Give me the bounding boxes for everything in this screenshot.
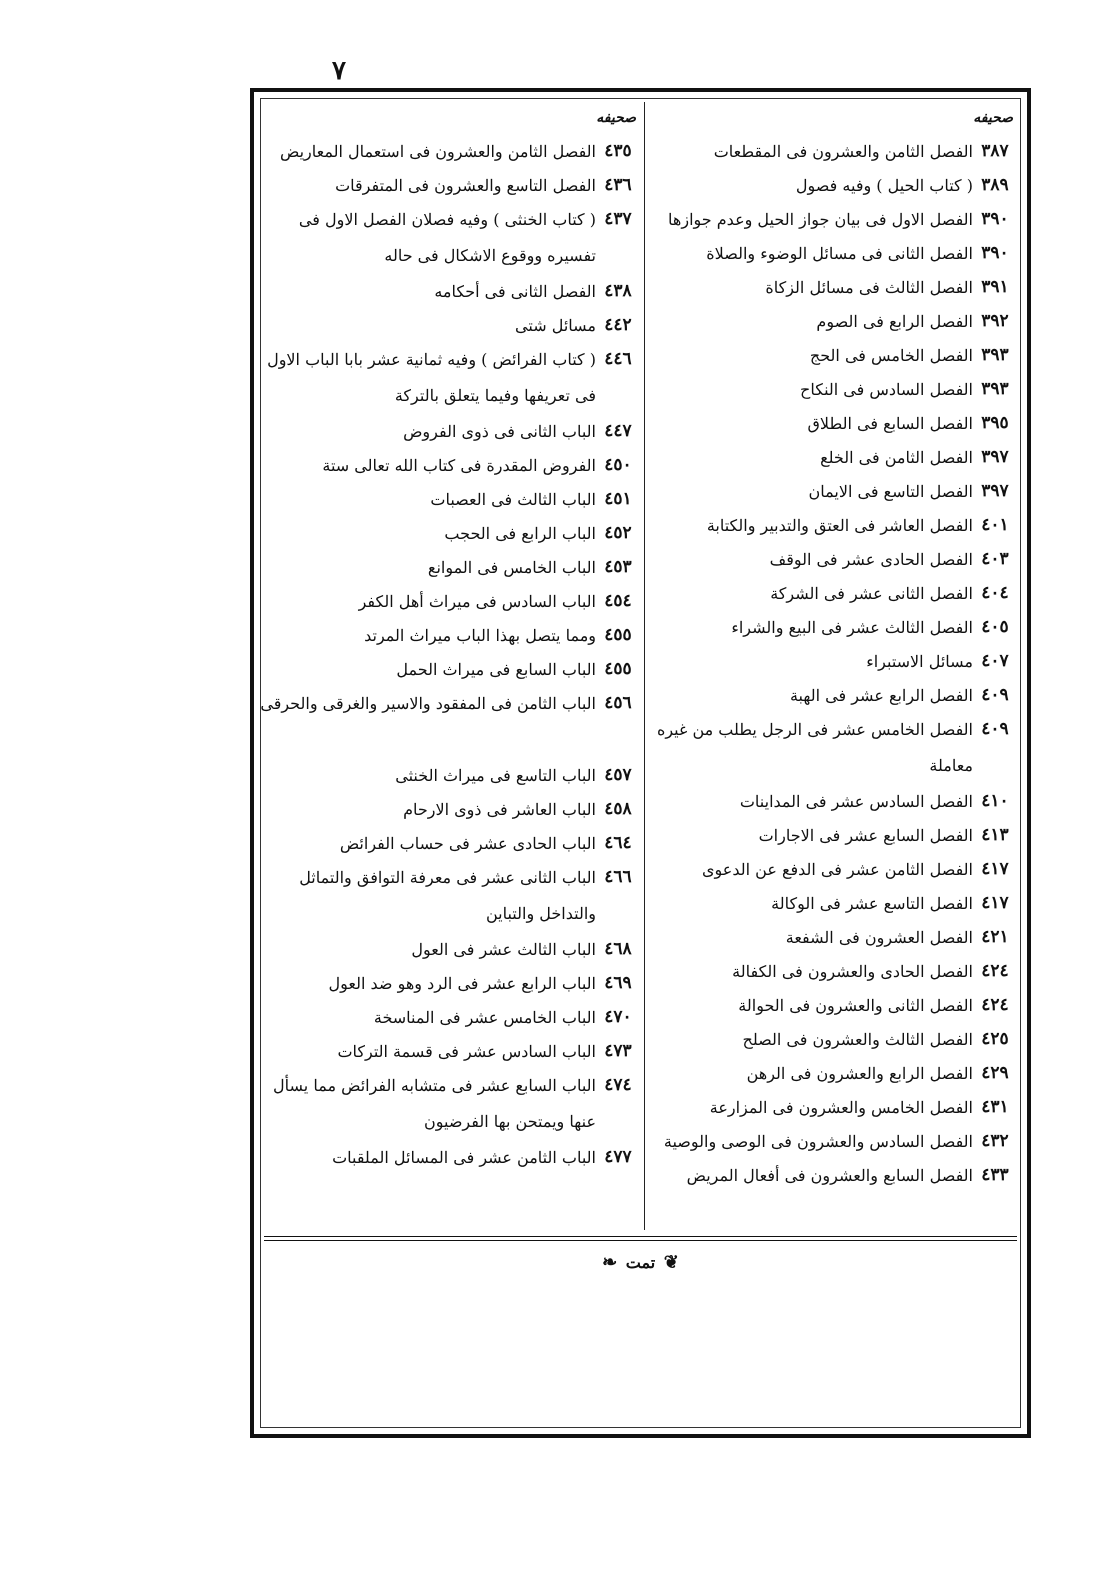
toc-entry [258, 516, 640, 550]
entry-title: مسائل الاستبراء [866, 652, 973, 671]
page-ref: ٣٩٥ [981, 413, 1009, 433]
toc-entry [646, 920, 1017, 954]
ornament-left-icon: ❦ [663, 1252, 679, 1273]
page-number: ٧ [332, 56, 346, 86]
page-ref: ٣٩٧ [981, 481, 1009, 501]
left-column-header: صحیفه [596, 110, 636, 126]
page-ref: ٤٢٥ [981, 1029, 1009, 1049]
page-ref: ٤٥٤ [604, 591, 632, 611]
entry-title: الفصل الثانی والعشرون فی الحوالة [738, 996, 973, 1015]
page-ref: ٤٠٤ [981, 583, 1009, 603]
entry-title: الفصل الرابع فی الصوم [816, 312, 973, 331]
page-ref: ٤٤٦ [604, 349, 632, 369]
toc-entry [646, 1158, 1017, 1192]
toc-entry [258, 274, 640, 308]
entry-title: الفصل الثامن فی الخلع [820, 448, 973, 467]
toc-entry [646, 610, 1017, 644]
page-ref: ٤٥٢ [604, 523, 632, 543]
toc-entry [646, 406, 1017, 440]
page-ref: ٤٤٧ [604, 421, 632, 441]
entry-title: الفصل الرابع والعشرون فی الرهن [746, 1064, 973, 1083]
bottom-rule-double [264, 1240, 1017, 1241]
entry-title: الباب الرابع عشر فی الرد وهو ضد العول [328, 974, 596, 993]
toc-entry [646, 270, 1017, 304]
page-ref: ٤٥٣ [604, 557, 632, 577]
toc-entry [646, 1056, 1017, 1090]
toc-entry [646, 542, 1017, 576]
toc-entry [646, 712, 1017, 784]
entry-title: الباب العاشر فی ذوی الارحام [403, 800, 596, 819]
toc-entry [646, 338, 1017, 372]
toc-entry [646, 202, 1017, 236]
toc-entry [646, 784, 1017, 818]
page-ref: ٤٠١ [981, 515, 1009, 535]
entry-title: الفصل الثالث عشر فی البیع والشراء [731, 618, 973, 637]
entry-title: الفصل السادس عشر فی المداینات [739, 792, 973, 811]
toc-entry [258, 482, 640, 516]
entry-title: الباب الرابع فی الحجب [444, 524, 596, 543]
toc-entry [646, 988, 1017, 1022]
page-ref: ٤٥٠ [604, 455, 632, 475]
toc-entry [258, 448, 640, 482]
page-ref: ٤٣٢ [981, 1131, 1009, 1151]
entry-title: الفصل الثالث والعشرون فی الصلح [742, 1030, 973, 1049]
entry-title: الباب الخامس فی الموانع [427, 558, 596, 577]
page-ref: ٤١٧ [981, 893, 1009, 913]
entry-title: الفصل الثامن عشر فی الدفع عن الدعوی [702, 860, 973, 879]
page-ref: ٤٥٥ [604, 625, 632, 645]
page-ref: ٤٣٥ [604, 141, 632, 161]
page-ref: ٤٦٨ [604, 939, 632, 959]
toc-entry [258, 652, 640, 686]
entry-title: الفصل الحادی عشر فی الوقف [769, 550, 973, 569]
entry-title: ( کتاب الحیل ) وفیه فصول [795, 176, 973, 195]
entry-title: الباب الحادی عشر فی حساب الفرائض [339, 834, 596, 853]
entry-title: الفصل الخامس فی الحج [809, 346, 973, 365]
right-entries-list [646, 134, 1017, 1192]
page-ref: ٤٢٩ [981, 1063, 1009, 1083]
page-ref: ٤٦٩ [604, 973, 632, 993]
entry-title: الفروض المقدرة فی کتاب الله تعالی ستة [322, 456, 596, 475]
toc-entry [646, 576, 1017, 610]
toc-entry [646, 818, 1017, 852]
entry-title: الفصل الثامن والعشرون فی المقطعات [713, 142, 973, 161]
toc-entry [646, 1090, 1017, 1124]
entry-title: الباب السابع عشر فی متشابه الفرائض مما یسأل عنها ویمتحن بها الفرضیون [273, 1076, 596, 1131]
page-ref: ٤٥٧ [604, 765, 632, 785]
entry-title: الفصل السادس والعشرون فی الوصی والوصیة [663, 1132, 973, 1151]
toc-entry [258, 1000, 640, 1034]
page-frame [250, 88, 1031, 1438]
page-ref: ٣٩٣ [981, 379, 1009, 399]
entry-title: الفصل الاول فی بیان جواز الحیل وعدم جوازها [668, 210, 973, 229]
page-ref: ٤٧٧ [604, 1147, 632, 1167]
entry-title: الباب الثامن عشر فی المسائل الملقبات [332, 1148, 596, 1167]
page-ref: ٤٠٩ [981, 719, 1009, 739]
entry-title: الفصل الثانی فی أحکامه [434, 282, 596, 301]
entry-title: ومما یتصل بهذا الباب میراث المرتد [364, 626, 596, 645]
toc-entry [258, 308, 640, 342]
toc-entry [258, 618, 640, 652]
page-ref: ٤٠٧ [981, 651, 1009, 671]
toc-entry [258, 134, 640, 168]
page-ref: ٤٦٤ [604, 833, 632, 853]
page-ref: ٤٧٠ [604, 1007, 632, 1027]
entry-title: الفصل الرابع عشر فی الهبة [789, 686, 973, 705]
entry-title: الفصل الحادی والعشرون فی الکفالة [732, 962, 973, 981]
page-ref: ٣٩٢ [981, 311, 1009, 331]
entry-title: الفصل الخامس عشر فی الرجل یطلب من غیره معاملة [656, 720, 973, 775]
page-ref: ٤٧٤ [604, 1075, 632, 1095]
toc-entry [258, 584, 640, 618]
entry-title: الباب السادس فی میراث أهل الکفر [358, 592, 596, 611]
page-ref: ٤١٣ [981, 825, 1009, 845]
page-ref: ٤٣٨ [604, 281, 632, 301]
page-ref: ٤٢٤ [981, 995, 1009, 1015]
entry-title: الفصل التاسع فی الایمان [808, 482, 973, 501]
entry-title: الفصل السابع والعشرون فی أفعال المریض [686, 1166, 973, 1185]
toc-entry [258, 758, 640, 792]
toc-entry [258, 686, 640, 758]
page-ref: ٤٥٦ [604, 693, 632, 713]
column-divider [644, 102, 645, 1230]
finis-mark [254, 1252, 1027, 1273]
entry-title: الباب الثالث عشر فی العول [411, 940, 596, 959]
toc-entry [258, 860, 640, 932]
toc-entry [258, 932, 640, 966]
page-ref: ٤٢١ [981, 927, 1009, 947]
entry-title: الفصل التاسع والعشرون فی المتفرقات [335, 176, 596, 195]
entry-title: الفصل السابع فی الطلاق [807, 414, 973, 433]
toc-entry [258, 966, 640, 1000]
entry-title: الباب التاسع فی میراث الخنثی [395, 766, 596, 785]
page-ref: ٤٣٣ [981, 1165, 1009, 1185]
entry-title: الفصل السابع عشر فی الاجارات [758, 826, 973, 845]
page-ref: ٤٣٧ [604, 209, 632, 229]
right-column-header: صحیفه [973, 110, 1013, 126]
page-ref: ٣٩٣ [981, 345, 1009, 365]
entry-title: مسائل شتی [515, 316, 596, 335]
page-ref: ٤٠٩ [981, 685, 1009, 705]
toc-entry [646, 236, 1017, 270]
toc-entry [646, 372, 1017, 406]
page-ref: ٤٣١ [981, 1097, 1009, 1117]
toc-entry [258, 202, 640, 274]
entry-title: الباب السادس عشر فی قسمة الترکات [337, 1042, 596, 1061]
ornament-right-icon: ❧ [602, 1252, 618, 1273]
left-column [258, 106, 640, 1174]
toc-entry [646, 168, 1017, 202]
toc-entry [646, 954, 1017, 988]
toc-entry [646, 508, 1017, 542]
page-ref: ٣٨٩ [981, 175, 1009, 195]
entry-title: الفصل الثانی فی مسائل الوضوء والصلاة [706, 244, 973, 263]
left-entries-list [258, 134, 640, 1174]
page-ref: ٤٥٥ [604, 659, 632, 679]
toc-entry [258, 1068, 640, 1140]
entry-title: الباب السابع فی میراث الحمل [396, 660, 596, 679]
page-ref: ٤٦٦ [604, 867, 632, 887]
toc-entry [646, 304, 1017, 338]
page-ref: ٤٠٣ [981, 549, 1009, 569]
page-ref: ٤٥١ [604, 489, 632, 509]
toc-entry [258, 1140, 640, 1174]
entry-title: الباب الثامن فی المفقود والاسیر والغرقی والحرقی [260, 694, 596, 713]
entry-title: الفصل السادس فی النکاح [800, 380, 973, 399]
page-ref: ٤٠٥ [981, 617, 1009, 637]
page-ref: ٣٩٧ [981, 447, 1009, 467]
toc-entry [646, 644, 1017, 678]
toc-entry [646, 1022, 1017, 1056]
right-column [646, 106, 1017, 1192]
finis-text: تمت [625, 1253, 656, 1272]
entry-title: الفصل العشرون فی الشفعة [785, 928, 973, 947]
bottom-rule [264, 1236, 1017, 1237]
entry-title: ( کتاب الفرائض ) وفیه ثمانیة عشر بابا الباب الاول فی تعریفها وفیما یتعلق بالترکة [267, 350, 596, 405]
entry-title: الباب الثالث فی العصبات [430, 490, 596, 509]
page-ref: ٤١٠ [981, 791, 1009, 811]
toc-entry [258, 1034, 640, 1068]
page-ref: ٣٩٠ [981, 243, 1009, 263]
entry-title: الباب الخامس عشر فی المناسخة [373, 1008, 596, 1027]
entry-title: الفصل الثالث فی مسائل الزکاة [765, 278, 973, 297]
page-ref: ٤٤٢ [604, 315, 632, 335]
toc-entry [646, 1124, 1017, 1158]
page-ref: ٣٩٠ [981, 209, 1009, 229]
toc-entry [258, 826, 640, 860]
toc-entry [258, 792, 640, 826]
entry-title: الفصل التاسع عشر فی الوکالة [771, 894, 973, 913]
page-ref: ٤٧٣ [604, 1041, 632, 1061]
page-ref: ٤٢٤ [981, 961, 1009, 981]
toc-entry [258, 550, 640, 584]
toc-entry [646, 440, 1017, 474]
page-ref: ٤١٧ [981, 859, 1009, 879]
page-ref: ٣٩١ [981, 277, 1009, 297]
entry-title: الفصل العاشر فی العتق والتدبیر والکتابة [706, 516, 973, 535]
entry-title: الباب الثانی عشر فی معرفة التوافق والتماثل والتداخل والتباین [299, 868, 596, 923]
toc-entry [646, 886, 1017, 920]
entry-title: الفصل الخامس والعشرون فی المزارعة [709, 1098, 973, 1117]
page-ref: ٤٥٨ [604, 799, 632, 819]
toc-entry [646, 678, 1017, 712]
page-ref: ٤٣٦ [604, 175, 632, 195]
page-ref: ٣٨٧ [981, 141, 1009, 161]
toc-entry [646, 852, 1017, 886]
toc-entry [258, 168, 640, 202]
entry-title: الفصل الثامن والعشرون فی استعمال المعاریض [279, 142, 596, 161]
entry-title: ( کتاب الخنثی ) وفیه فصلان الفصل الاول فی تفسیره ووقوع الاشکال فی حاله [298, 210, 596, 265]
toc-entry [258, 342, 640, 414]
toc-entry [258, 414, 640, 448]
toc-entry [646, 474, 1017, 508]
entry-title: الباب الثانی فی ذوی الفروض [403, 422, 596, 441]
entry-title: الفصل الثانی عشر فی الشرکة [770, 584, 973, 603]
toc-entry [646, 134, 1017, 168]
